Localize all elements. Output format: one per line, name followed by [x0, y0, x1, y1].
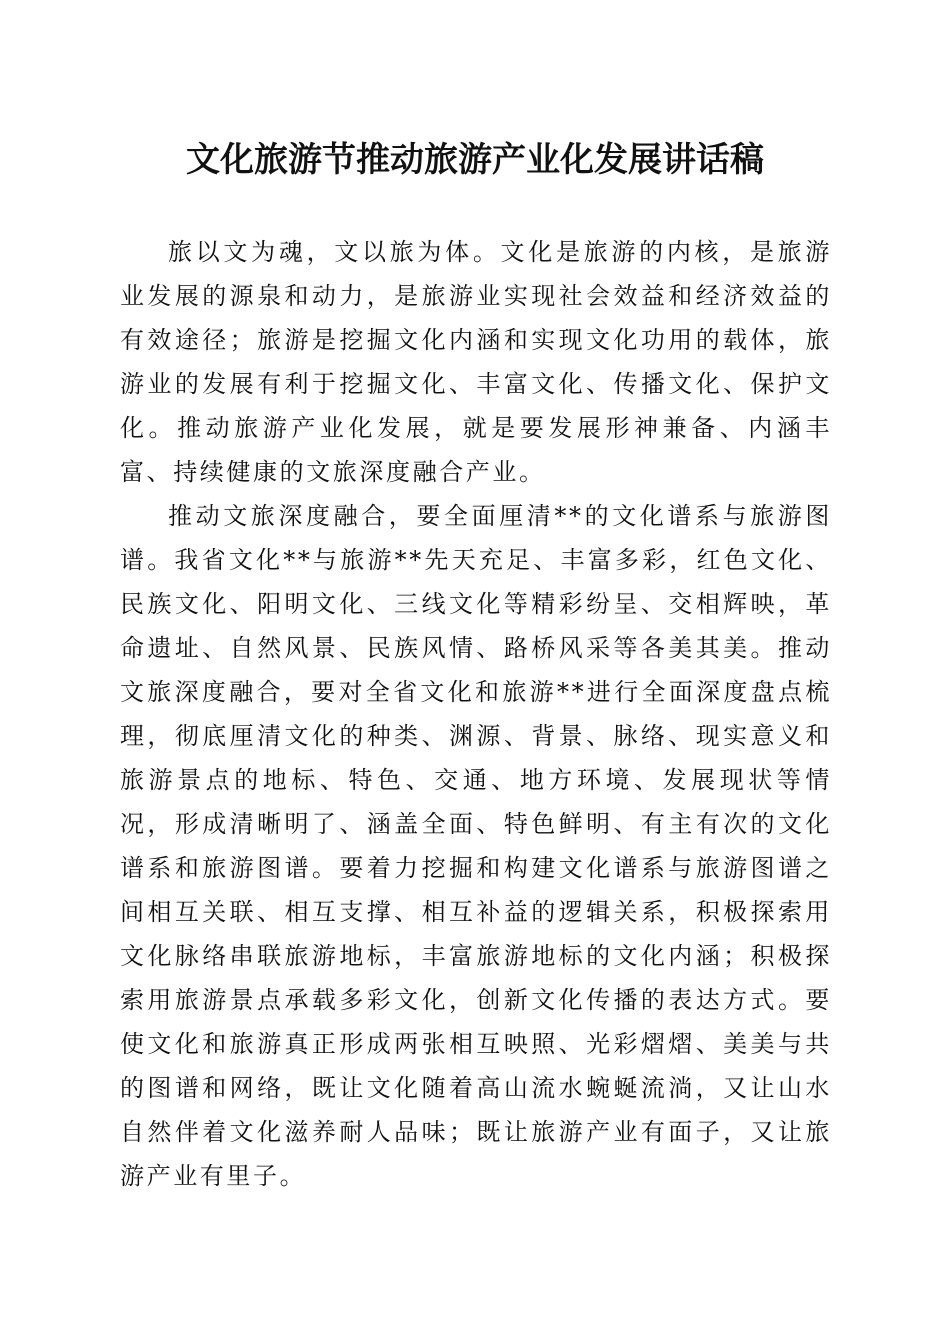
paragraph-2: 推动文旅深度融合，要全面厘清**的文化谱系与旅游图谱。我省文化**与旅游**先天充足、丰富多彩，红色文化、民族文化、阳明文化、三线文化等精彩纷呈、交相辉映，革命遗址、自然风景、民族风情、路桥风采等各美其美。推动文旅深度融合，要对全省文化和旅游**进行全面深度盘点梳理，彻底厘清文化的种类、渊源、背景、脉络、现实意义和旅游景点的地标、特色、交通、地方环境、发展现状等情况，形成清晰明了、涵盖全面、特色鲜明、有主有次的文化谱系和旅游图谱。要着力挖掘和构建文化谱系与旅游图谱之间相互关联、相互支撑、相互补益的逻辑关系，积极探索用文化脉络串联旅游地标，丰富旅游地标的文化内涵；积极探索用旅游景点承载多彩文化，创新文化传播的表达方式。要使文化和旅游真正形成两张相互映照、光彩熠熠、美美与共的图谱和网络，既让文化随着高山流水蜿蜒流淌，又让山水自然伴着文化滋养耐人品味；既让旅游产业有面子，又让旅游产业有里子。 [120, 502, 832, 1190]
document-body [120, 230, 832, 1198]
paragraph-1: 旅以文为魂，文以旅为体。文化是旅游的内核，是旅游业发展的源泉和动力，是旅游业实现社会效益和经济效益的有效途径；旅游是挖掘文化内涵和实现文化功用的载体，旅游业的发展有利于挖掘文化、丰富文化、传播文化、保护文化。推动旅游产业化发展，就是要发展形神兼备、内涵丰富、持续健康的文旅深度融合产业。 [120, 238, 832, 486]
document-title: 文化旅游节推动旅游产业化发展讲话稿 [186, 140, 764, 180]
